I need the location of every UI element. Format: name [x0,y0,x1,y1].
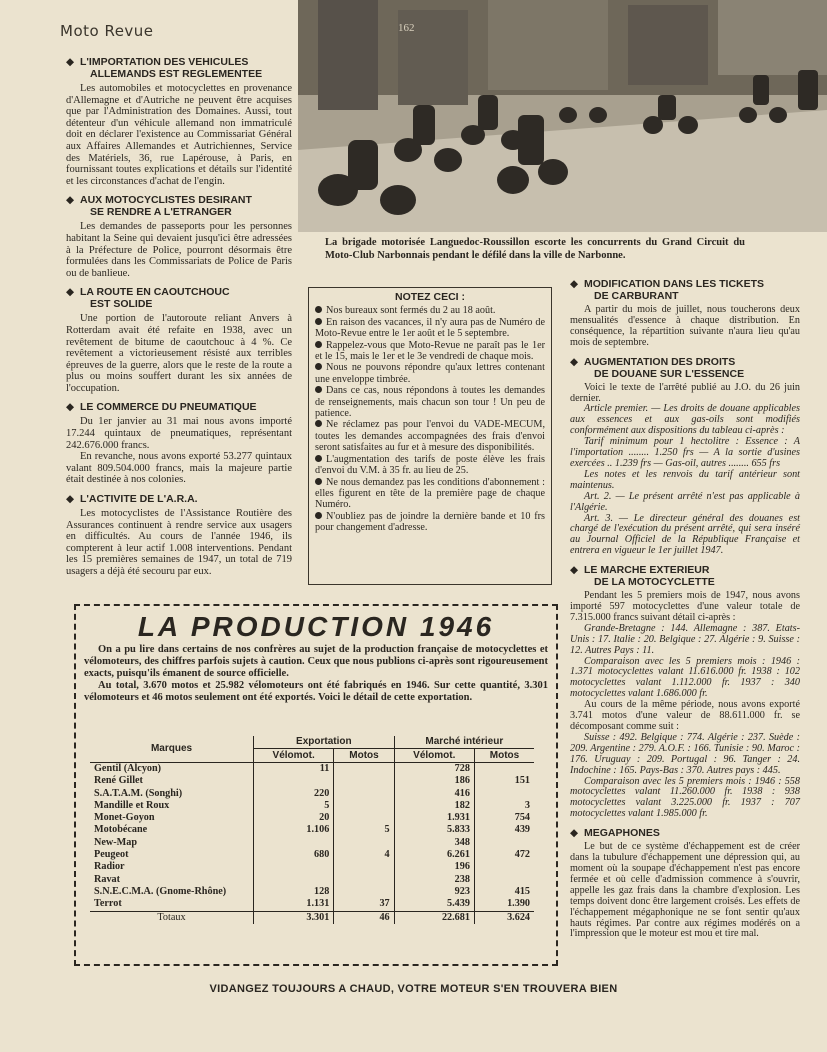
notez-title: NOTEZ CECI : [395,291,465,303]
cell-ev [254,861,334,873]
article-pneumatique [66,401,292,486]
article-title: MODIFICATION DANS LES TICKETS [584,278,765,290]
diamond-icon: ◆ [66,286,75,299]
diamond-icon: ◆ [66,401,75,414]
table-row [90,788,534,800]
article-text: Suisse : 492. Belgique : 774. Algérie : 237. Suède : 209. Argentine : 279. A.O.F. : 166. Tunisie : 90. Maroc : 176. Uruguay : 209. Portugal : 96. Tanger : 24. Indochine : 165. Pays-Bas : 370. Autres pays : 445. [570,731,800,776]
cell-ev [254,874,334,886]
table-row [90,861,534,873]
cell-ev: 680 [254,849,334,861]
cell-iv: 923 [394,886,474,898]
cell-marque: Mandille et Roux [94,799,170,811]
right-column [570,278,800,940]
article-title: LE COMMERCE DU PNEUMATIQUE [80,401,257,414]
cell-ev [254,837,334,849]
cell-ev: 128 [254,886,334,898]
cell-im: 151 [474,775,534,787]
col-export-velomot: Vélomot. [254,749,334,763]
cell-iv: 5.833 [394,824,474,836]
cell-em [334,874,394,886]
notice-item [315,454,545,477]
cell-em [334,775,394,787]
article-title-line2: DE LA MOTOCYCLETTE [594,576,715,589]
article-carburant [570,278,800,349]
article-route-caoutchouc [66,286,292,394]
cell-iv: 196 [394,861,474,873]
notice-item [315,419,545,453]
cell-im: 754 [474,812,534,824]
notice-text: Rappelez-vous que Moto-Revue ne paraît pas le 1er et le 15, mais le 1er et le 3e vendredi de chaque mois. [315,339,545,363]
cell-iv: 728 [394,763,474,776]
cell-em [334,763,394,776]
production-1946-box [74,604,558,966]
article-text: Tarif minimum pour 1 hectolitre : Essence : A l'importation ........ 1.250 frs — A la sortie d'usines exercées .. 1.239 frs — Gas-oil, autres ........ 655 frs [570,436,800,469]
article-title: LA ROUTE EN CAOUTCHOUC [80,286,230,299]
article-etranger [66,194,292,279]
article-text: Article premier. — Les droits de douane applicables aux essences et aux gas-oils sont modifiés conformément aux dispositions du tableau ci-après : [570,403,800,437]
cell-im: 1.390 [474,898,534,911]
cell-total-im: 3.624 [474,911,534,924]
cell-marque: Radior [94,861,125,873]
cell-total-iv: 22.681 [394,911,474,924]
cell-ev: 5 [254,800,334,812]
notice-text: Nous ne pouvons répondre qu'aux lettres contenant une enveloppe timbrée. [315,362,545,385]
article-douane [570,356,800,558]
notice-item [315,340,545,363]
cell-em: 4 [334,849,394,861]
cell-im [474,837,534,849]
article-megaphones [570,827,800,940]
article-title: AUGMENTATION DES DROITS [584,355,736,368]
production-paragraph: On a pu lire dans certains de nos confrères au sujet de la production française de motocyclettes et vélomoteurs, des chiffres parfois sujets à caution. Ceux que nous publions ci-après sont rigoureusement exacts, puisqu'ils émanent de source officielle. [84,644,548,679]
cell-ev: 20 [254,812,334,824]
table-row [90,775,534,787]
bullet-icon [315,455,322,462]
article-text: Voici le texte de l'arrêté publié au J.O. du 26 juin dernier. [570,381,800,404]
page-number: 162 [398,22,415,34]
article-title-line2: SE RENDRE A L'ETRANGER [90,206,232,219]
cell-iv: 5.439 [394,898,474,911]
cell-iv: 182 [394,800,474,812]
cell-total-em: 46 [334,911,394,924]
cell-ev: 1.131 [254,898,334,911]
diamond-icon: ◆ [66,56,75,68]
cell-marque: Gentil (Alcyon) [94,763,162,774]
article-title: AUX MOTOCYCLISTES DESIRANT [80,194,252,207]
cell-em: 5 [334,824,394,836]
bullet-icon [315,306,322,313]
article-text: A partir du mois de juillet, nous toucherons deux mensualités d'essence à chaque distribution. En conséquence, la répartition suivante n'aura lieu qu'au mois de septembre. [570,304,800,348]
notez-ceci-box [308,287,552,585]
bullet-icon [315,420,322,427]
notice-text: L'augmentation des tarifs de poste élève les frais d'envoi du V.M. à 35 fr. au lieu de 25. [315,453,545,477]
article-title: L'IMPORTATION DES VEHICULES [80,56,249,68]
col-export-motos: Motos [334,749,394,763]
cell-marque: Peugeot [94,849,129,861]
magazine-header: Moto Revue [60,22,154,40]
totals-row [90,911,534,924]
production-table-body [90,763,534,924]
notice-text: En raison des vacances, il n'y aura pas de Numéro de Moto-Revue entre le 1er août et le 5 septembre. [315,316,545,340]
bullet-icon [315,318,322,325]
notice-item [315,305,545,316]
notice-item [315,385,545,419]
cell-im: 439 [474,824,534,836]
article-title: MEGAPHONES [584,827,660,840]
table-row [90,800,534,812]
table-row [90,874,534,886]
production-paragraph: Au total, 3.670 motos et 25.982 vélomoteurs ont été fabriqués en 1946. Sur cette quantité, 3.301 vélomoteurs et 46 motos seulement ont été exportés. Voici le détail de cette exportation. [84,680,548,703]
cell-im [474,763,534,776]
article-text: Une portion de l'autoroute reliant Anvers à Rotterdam avait été refaite en 1938, avec un revêtement de bitume de caoutchouc à 4 %. Ce revêtement a victorieusement résisté aux terribles épreuves de la guerre, alors que le reste de la route a plus ou moins souffert durant les six années de l'occupation. [66,313,292,394]
table-row [90,898,534,911]
cell-ev: 220 [254,788,334,800]
table-row [90,837,534,849]
table-row [90,812,534,824]
bullet-icon [315,363,322,370]
article-text: Art. 2. — Le présent arrêté n'est pas applicable à l'Algérie. [570,490,800,513]
article-title: L'ACTIVITE DE L'A.R.A. [80,493,198,506]
col-marques: Marques [90,736,254,763]
article-title: LE MARCHE EXTERIEUR [584,564,710,577]
cell-marque: Motobécane [94,824,148,836]
cell-iv: 238 [394,874,474,886]
bullet-icon [315,386,322,393]
article-text: Les notes et les renvois du tarif antérieur sont maintenus. [570,468,800,491]
notice-item [315,511,545,534]
notice-text: N'oubliez pas de joindre la dernière bande et 10 frs pour changement d'adresse. [315,510,545,534]
cell-em [334,800,394,812]
diamond-icon: ◆ [570,278,579,290]
article-title-line2: EST SOLIDE [90,298,153,311]
col-interieur-velomot: Vélomot. [394,749,474,763]
cell-em [334,861,394,873]
group-marche-interieur: Marché intérieur [394,736,534,749]
cell-iv: 186 [394,775,474,787]
diamond-icon: ◆ [570,355,579,368]
cell-im [474,861,534,873]
group-exportation: Exportation [254,736,395,749]
notice-item [315,477,545,511]
production-title: LA PRODUCTION 1946 [137,611,495,642]
article-text: Comparaison avec les 5 premiers mois : 1946 : 558 motocyclettes valant 11.260.000 fr. 1938 : 938 motocyclettes valant 3.225.000 fr. 1937 : 707 motocyclettes valant 1.985.000 fr. [570,775,800,820]
cell-total-ev: 3.301 [254,911,334,924]
article-text: Les demandes de passeports pour les personnes habitant la Seine qui devaient jusqu'ici être adressées à la Préfecture de Police, pourront désormais être formulées dans les Commissariats de Police de Paris ou de banlieue. [66,221,292,279]
cell-marque: Terrot [94,898,122,910]
col-interieur-motos: Motos [474,749,534,763]
article-importation [66,56,292,187]
article-text: Du 1er janvier au 31 mai nous avons importé 17.244 quintaux de pneumatiques, représentant 242.676.000 francs. [66,416,292,451]
photo-motorcycle-brigade [298,0,827,232]
article-marche-exterieur [570,564,800,820]
cell-im: 415 [474,886,534,898]
diamond-icon: ◆ [66,194,75,207]
article-ara [66,493,292,578]
cell-iv: 416 [394,788,474,800]
cell-em: 37 [334,898,394,911]
cell-marque: S.A.T.A.M. (Songhi) [94,787,183,799]
cell-ev [254,775,334,787]
cell-im: 472 [474,849,534,861]
article-title-line2: DE CARBURANT [594,290,679,302]
table-row [90,886,534,898]
footer-slogan: VIDANGEZ TOUJOURS A CHAUD, VOTRE MOTEUR S'EN TROUVERA BIEN [209,983,618,995]
cell-marque: René Gillet [94,775,143,787]
cell-em [334,886,394,898]
left-column [66,56,292,578]
article-text: Grande-Bretagne : 144. Allemagne : 387. Etats-Unis : 17. Italie : 20. Belgique : 27. Algérie : 9. Suisse : 12. Autres Pays : 11. [570,622,800,656]
cell-im [474,788,534,800]
notice-text: Nos bureaux sont fermés du 2 au 18 août. [326,305,496,317]
bullet-icon [315,478,322,485]
notice-item [315,317,545,340]
cell-marque: S.N.E.C.M.A. (Gnome-Rhône) [94,885,227,897]
article-text: Art. 3. — Le directeur général des douanes est chargé de l'exécution du présent arrêté, qui sera inséré au Journal Officiel de la République Française et entrera en vigueur le 1er juillet 1947. [570,512,800,557]
article-text: Le but de ce système d'échappement est de créer dans la tubulure d'échappement une dépression qui, au moment où la soupape d'échappement n'est pas encore fermée et où celle d'admission commence à s'ouvrir, appelle les gaz frais dans la chambre d'explosion. Les temps doivent donc être largement croisés. Les effets de l'échappement mégaphonique ne se font sentir qu'aux hauts régimes. Par contre aux régimes modérés on a l'impression que le moteur est mou et tire mal. [570,841,800,940]
production-table [90,736,534,924]
cell-im: 3 [474,800,534,812]
cell-ev: 11 [254,763,334,776]
table-row [90,849,534,861]
cell-marque: Monet-Goyon [94,812,155,824]
cell-marque: Ravat [94,873,121,885]
cell-iv: 1.931 [394,812,474,824]
bullet-icon [315,512,322,519]
article-title-line2: DE DOUANE SUR L'ESSENCE [594,367,745,380]
cell-em [334,837,394,849]
article-text: Comparaison avec les 5 premiers mois : 1946 : 1.371 motocyclettes valant 11.616.000 fr. 1938 : 102 motocyclettes valant 1.112.000 fr. 1937 : 340 motocyclettes valant 1.686.000 fr. [570,655,800,700]
article-text: Au cours de la même période, nous avons exporté 3.741 motos d'une valeur de 88.611.000 fr. se décomposant comme suit : [570,699,800,732]
notice-text: Dans ce cas, nous répondons à toutes les demandes de renseignements, mais chacun son tour ! Un peu de patience. [315,385,545,420]
cell-em [334,788,394,800]
diamond-icon: ◆ [570,827,579,840]
article-text: Les automobiles et motocyclettes en provenance d'Allemagne et d'Autriche ne peuvent être acquises que par l'Administration des Domaines. Aussi, tout détenteur d'un véhicule allemand non immatriculé doit en déclarer l'existence au Commissariat Général aux Affaires Allemandes et Autrichiennes, Service des Matériels, 36, rue Lapérouse, à Paris, en fournissant toutes explications et détails sur l'identité et les circonstances d'achat de l'engin. [66,83,292,187]
article-title-line2: ALLEMANDS EST REGLEMENTEE [90,68,263,80]
notice-text: Ne nous demandez pas les conditions d'abonnement : elles figurent en tête de la première page de chaque Numéro. [315,476,545,511]
notice-item [315,362,545,385]
table-row [90,824,534,836]
bullet-icon [315,341,322,348]
table-row [90,763,534,776]
production-intro [84,644,548,704]
article-text: Pendant les 5 premiers mois de 1947, nous avons importé 597 motocyclettes d'une valeur totale de 7.315.000 francs suivant détail ci-après : [570,590,800,623]
article-text: Les motocyclistes de l'Assistance Routière des Assurances continuent à rendre service aux usagers en difficultés. Au cours de l'année 1946, ils compterent à leur actif 1.008 interventions. Pendant les 15 premières semaines de 1947, un total de 719 usagers a déjà été secouru par eux. [66,508,292,577]
notice-text: Ne réclamez pas pour l'envoi du VADE-MECUM, toutes les demandes accompagnées des frais d'envoi seront satisfaites au fur et à mesure des disponibilités. [315,419,545,454]
cell-em [334,812,394,824]
cell-totaux-label: Totaux [90,911,254,924]
cell-im [474,874,534,886]
cell-iv: 348 [394,837,474,849]
diamond-icon: ◆ [66,493,75,506]
article-text: En revanche, nous avons exporté 53.277 quintaux valant 809.504.000 francs, mais la majeure partie était destinée à nos colonies. [66,451,292,486]
diamond-icon: ◆ [570,564,579,577]
cell-ev: 1.106 [254,824,334,836]
photo-caption: La brigade motorisée Languedoc-Roussillon escorte les concurrents du Grand Circuit du Moto-Club Narbonnais pendant le défilé dans la ville de Narbonne. [325,237,745,261]
cell-marque: New-Map [94,836,138,848]
cell-iv: 6.261 [394,849,474,861]
